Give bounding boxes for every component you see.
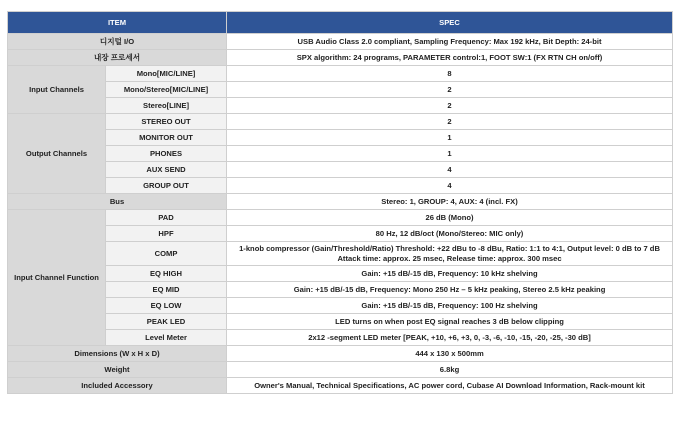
value-phones: 1 [227, 146, 673, 162]
sub-phones: PHONES [106, 146, 227, 162]
sub-level-meter: Level Meter [106, 330, 227, 346]
row-accessory [8, 378, 673, 394]
row-dimensions [8, 346, 673, 362]
value-group-out: 4 [227, 178, 673, 194]
value-accessory: Owner's Manual, Technical Specifications, AC power cord, Cubase AI Download Information, Rack-mount kit [227, 378, 673, 394]
label-bus: Bus [8, 194, 227, 210]
label-input-channels: Input Channels [8, 66, 106, 114]
value-eq-mid: Gain: +15 dB/-15 dB, Frequency: Mono 250 Hz – 5 kHz peaking, Stereo 2.5 kHz peaking [227, 282, 673, 298]
value-input-mono: 8 [227, 66, 673, 82]
row-icf-1 [8, 210, 673, 226]
sub-eq-high: EQ HIGH [106, 266, 227, 282]
row-icf-7 [8, 314, 673, 330]
value-weight: 6.8kg [227, 362, 673, 378]
row-input-channels-3 [8, 98, 673, 114]
value-pad: 26 dB (Mono) [227, 210, 673, 226]
value-eq-high: Gain: +15 dB/-15 dB, Frequency: 10 kHz shelving [227, 266, 673, 282]
row-input-channels-2 [8, 82, 673, 98]
row-icf-3 [8, 242, 673, 266]
label-output-channels: Output Channels [8, 114, 106, 194]
label-internal-processor: 내장 프로세서 [8, 50, 227, 66]
spec-table-container [7, 11, 672, 394]
value-peak-led: LED turns on when post EQ signal reaches 3 dB below clipping [227, 314, 673, 330]
row-output-channels-3 [8, 146, 673, 162]
label-digital-io: 디지털 I/O [8, 34, 227, 50]
header-item: ITEM [8, 12, 227, 34]
row-bus [8, 194, 673, 210]
row-weight [8, 362, 673, 378]
sub-aux-send: AUX SEND [106, 162, 227, 178]
header-row [8, 12, 673, 34]
value-monitor-out: 1 [227, 130, 673, 146]
header-spec: SPEC [227, 12, 673, 34]
value-aux-send: 4 [227, 162, 673, 178]
label-dimensions: Dimensions (W x H x D) [8, 346, 227, 362]
sub-eq-low: EQ LOW [106, 298, 227, 314]
value-internal-processor: SPX algorithm: 24 programs, PARAMETER control:1, FOOT SW:1 (FX RTN CH on/off) [227, 50, 673, 66]
row-internal-processor [8, 50, 673, 66]
sub-eq-mid: EQ MID [106, 282, 227, 298]
label-input-channel-function: Input Channel Function [8, 210, 106, 346]
sub-input-mono: Mono[MIC/LINE] [106, 66, 227, 82]
value-input-stereo: 2 [227, 98, 673, 114]
sub-hpf: HPF [106, 226, 227, 242]
spec-table [7, 11, 673, 394]
row-output-channels-1 [8, 114, 673, 130]
row-output-channels-4 [8, 162, 673, 178]
row-icf-4 [8, 266, 673, 282]
value-bus: Stereo: 1, GROUP: 4, AUX: 4 (incl. FX) [227, 194, 673, 210]
value-stereo-out: 2 [227, 114, 673, 130]
row-digital-io [8, 34, 673, 50]
label-accessory: Included Accessory [8, 378, 227, 394]
label-weight: Weight [8, 362, 227, 378]
value-input-mono-stereo: 2 [227, 82, 673, 98]
sub-stereo-out: STEREO OUT [106, 114, 227, 130]
value-hpf: 80 Hz, 12 dB/oct (Mono/Stereo: MIC only) [227, 226, 673, 242]
sub-input-stereo: Stereo[LINE] [106, 98, 227, 114]
sub-group-out: GROUP OUT [106, 178, 227, 194]
sub-comp: COMP [106, 242, 227, 266]
value-eq-low: Gain: +15 dB/-15 dB, Frequency: 100 Hz shelving [227, 298, 673, 314]
row-input-channels-1 [8, 66, 673, 82]
row-output-channels-5 [8, 178, 673, 194]
value-dimensions: 444 x 130 x 500mm [227, 346, 673, 362]
sub-input-mono-stereo: Mono/Stereo[MIC/LINE] [106, 82, 227, 98]
sub-monitor-out: MONITOR OUT [106, 130, 227, 146]
row-output-channels-2 [8, 130, 673, 146]
value-comp: 1-knob compressor (Gain/Threshold/Ratio) Threshold: +22 dBu to -8 dBu, Ratio: 1:1 to 4:1, Output level: 0 dB to 7 dB Attack time: approx. 25 msec, Release time: approx. 300 msec [227, 242, 673, 266]
value-digital-io: USB Audio Class 2.0 compliant, Sampling Frequency: Max 192 kHz, Bit Depth: 24-bit [227, 34, 673, 50]
value-level-meter: 2x12 -segment LED meter [PEAK, +10, +6, +3, 0, -3, -6, -10, -15, -20, -25, -30 dB] [227, 330, 673, 346]
row-icf-5 [8, 282, 673, 298]
row-icf-8 [8, 330, 673, 346]
row-icf-2 [8, 226, 673, 242]
row-icf-6 [8, 298, 673, 314]
sub-pad: PAD [106, 210, 227, 226]
sub-peak-led: PEAK LED [106, 314, 227, 330]
